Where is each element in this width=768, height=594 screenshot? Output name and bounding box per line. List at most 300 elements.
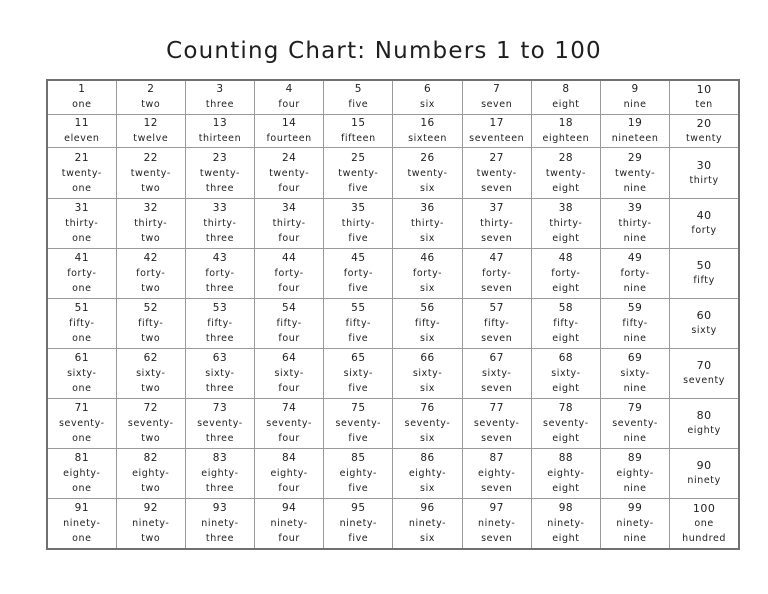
number-cell [185, 248, 254, 298]
cell-number: 58 [558, 301, 574, 314]
chart-row [47, 248, 739, 298]
cell-word: one [694, 517, 714, 529]
number-cell [462, 198, 531, 248]
cell-word: nine [623, 182, 647, 194]
number-cell [670, 398, 739, 448]
number-cell [116, 80, 185, 114]
cell-word: seventy- [197, 417, 243, 429]
cell-number: 77 [489, 401, 504, 414]
cell-number: 49 [627, 251, 643, 264]
cell-number: 98 [558, 501, 574, 514]
number-cell [670, 198, 739, 248]
cell-word: one [72, 99, 92, 111]
number-cell [462, 298, 531, 348]
number-cell [393, 114, 462, 148]
cell-number: 5 [354, 83, 362, 96]
cell-number: 20 [696, 117, 712, 131]
number-cell [531, 198, 600, 248]
number-cell [47, 298, 116, 348]
cell-number: 43 [212, 251, 228, 264]
cell-word: forty- [551, 267, 581, 279]
cell-word: five [348, 482, 369, 494]
cell-word: nineteen [611, 133, 659, 145]
cell-word: fifty- [484, 317, 510, 329]
cell-number: 13 [212, 117, 228, 130]
cell-number: 42 [143, 251, 158, 264]
cell-word: five [348, 282, 369, 294]
cell-word: nine [623, 232, 647, 244]
number-cell [324, 114, 393, 148]
cell-word: two [141, 332, 161, 344]
cell-number: 26 [420, 151, 435, 164]
cell-word: four [278, 532, 300, 544]
cell-word: eighteen [542, 133, 590, 145]
cell-number: 9 [631, 83, 639, 96]
cell-number: 2 [147, 83, 155, 96]
cell-number: 24 [281, 151, 297, 164]
cell-number: 75 [351, 401, 366, 414]
cell-word: eight [552, 432, 580, 444]
cell-word: seventeen [469, 133, 525, 145]
number-cell [324, 198, 393, 248]
number-cell [531, 398, 600, 448]
cell-number: 29 [627, 151, 643, 164]
cell-number: 33 [212, 201, 228, 214]
cell-word: sixty- [482, 367, 512, 379]
cell-word: one [72, 232, 92, 244]
cell-word: fifty- [345, 317, 372, 329]
number-cell [531, 448, 600, 498]
cell-word: twelve [133, 133, 169, 145]
cell-word: three [205, 432, 235, 444]
page-title: Counting Chart: Numbers 1 to 100 [166, 38, 602, 64]
cell-word: nine [623, 482, 647, 494]
number-cell [393, 80, 462, 114]
cell-word: four [278, 482, 300, 494]
cell-word: fifty- [207, 317, 233, 329]
cell-word: two [141, 532, 161, 544]
cell-word: six [420, 182, 436, 194]
counting-chart-body [47, 80, 739, 549]
cell-number: 90 [696, 459, 712, 473]
cell-number: 72 [143, 401, 158, 414]
cell-number: 45 [351, 251, 366, 264]
number-cell [185, 348, 254, 398]
cell-number: 87 [489, 451, 504, 464]
cell-word: nine [623, 99, 647, 111]
cell-word: nine [623, 282, 647, 294]
cell-number: 34 [281, 201, 297, 214]
cell-word: one [72, 332, 92, 344]
cell-word: four [278, 182, 300, 194]
cell-word: six [420, 282, 436, 294]
cell-word: fifty- [553, 317, 579, 329]
number-cell [47, 248, 116, 298]
cell-word: forty [691, 225, 717, 237]
cell-word: eighty- [339, 467, 378, 479]
cell-number: 55 [351, 301, 366, 314]
cell-word: fifty- [276, 317, 302, 329]
cell-number: 57 [489, 301, 504, 314]
number-cell [601, 348, 670, 398]
cell-word: fifty- [414, 317, 441, 329]
cell-number: 66 [420, 351, 435, 364]
cell-word: five [348, 332, 369, 344]
number-cell [393, 198, 462, 248]
cell-word: twenty- [61, 167, 102, 179]
cell-word: six [420, 99, 436, 111]
cell-word: seventy- [58, 417, 105, 429]
cell-word: seven [481, 382, 513, 394]
cell-word: nine [623, 432, 647, 444]
cell-word: thirty- [65, 217, 99, 229]
number-cell [185, 298, 254, 348]
cell-number: 59 [627, 301, 643, 314]
cell-word: twenty- [130, 167, 171, 179]
cell-number: 78 [558, 401, 574, 414]
number-cell [531, 498, 600, 549]
cell-word: thirty- [480, 217, 514, 229]
cell-word: ninety- [270, 517, 308, 529]
cell-number: 52 [143, 301, 158, 314]
number-cell [670, 498, 739, 549]
cell-number: 64 [281, 351, 297, 364]
number-cell [462, 398, 531, 448]
number-cell [116, 498, 185, 549]
cell-number: 28 [558, 151, 574, 164]
number-cell [393, 298, 462, 348]
cell-number: 89 [627, 451, 643, 464]
cell-word: eighty- [478, 467, 516, 479]
number-cell [255, 80, 324, 114]
cell-word: two [141, 99, 161, 111]
cell-word: seventy- [266, 417, 312, 429]
cell-word: five [348, 382, 369, 394]
cell-number: 41 [74, 251, 90, 264]
cell-word: sixty- [620, 367, 650, 379]
cell-word: one [72, 532, 92, 544]
number-cell [47, 498, 116, 549]
cell-word: seventy- [335, 417, 382, 429]
cell-number: 30 [696, 159, 712, 172]
number-cell [393, 148, 462, 198]
cell-word: eight [552, 482, 580, 494]
number-cell [47, 448, 116, 498]
number-cell [670, 448, 739, 498]
cell-word: seventy- [473, 417, 520, 429]
cell-word: seven [481, 282, 513, 294]
cell-number: 79 [627, 401, 643, 414]
cell-word: two [141, 382, 161, 394]
cell-word: seventy- [127, 417, 174, 429]
cell-word: ninety- [547, 517, 585, 529]
number-cell [601, 498, 670, 549]
cell-number: 15 [351, 117, 366, 130]
cell-word: four [278, 282, 300, 294]
cell-word: twenty [685, 133, 723, 145]
number-cell [393, 348, 462, 398]
cell-number: 70 [696, 359, 712, 373]
cell-number: 80 [696, 409, 712, 423]
cell-word: thirty- [203, 217, 237, 229]
number-cell [47, 198, 116, 248]
cell-number: 92 [143, 501, 158, 514]
cell-word: nine [623, 532, 647, 544]
number-cell [324, 398, 393, 448]
cell-word: eighty- [408, 467, 447, 479]
cell-number: 93 [212, 501, 228, 514]
number-cell [116, 448, 185, 498]
number-cell [185, 198, 254, 248]
cell-word: three [205, 532, 235, 544]
cell-word: ten [695, 99, 713, 111]
number-cell [255, 298, 324, 348]
cell-number: 10 [696, 83, 712, 97]
cell-word: one [72, 282, 92, 294]
cell-word: three [205, 332, 235, 344]
number-cell [324, 80, 393, 114]
cell-number: 65 [351, 351, 366, 364]
cell-word: twenty- [545, 167, 586, 179]
cell-number: 60 [696, 309, 712, 323]
number-cell [255, 114, 324, 148]
number-cell [670, 114, 739, 148]
number-cell [670, 298, 739, 348]
cell-number: 99 [627, 501, 643, 514]
cell-number: 38 [558, 201, 574, 214]
number-cell [670, 248, 739, 298]
cell-word: eighty- [616, 467, 654, 479]
cell-word: fifty- [69, 317, 95, 329]
number-cell [601, 248, 670, 298]
cell-word: seven [481, 232, 513, 244]
cell-word: eight [552, 182, 580, 194]
cell-word: six [420, 332, 436, 344]
cell-word: eight [552, 232, 580, 244]
cell-number: 47 [489, 251, 504, 264]
cell-word: ninety- [201, 517, 239, 529]
cell-word: forty- [136, 267, 166, 279]
cell-word: seven [481, 432, 513, 444]
cell-word: six [420, 232, 436, 244]
cell-word: five [348, 432, 369, 444]
cell-number: 86 [420, 451, 435, 464]
cell-word: five [348, 232, 369, 244]
number-cell [116, 148, 185, 198]
cell-word: forty- [274, 267, 304, 279]
number-cell [462, 114, 531, 148]
cell-word: three [205, 382, 235, 394]
cell-word: hundred [682, 532, 727, 544]
number-cell [601, 148, 670, 198]
number-cell [393, 448, 462, 498]
cell-word: three [205, 482, 235, 494]
cell-word: seventy- [543, 417, 589, 429]
cell-word: ninety- [408, 517, 447, 529]
number-cell [462, 348, 531, 398]
cell-word: thirteen [198, 133, 242, 145]
cell-word: twenty- [269, 167, 310, 179]
cell-word: five [348, 532, 369, 544]
number-cell [185, 80, 254, 114]
cell-word: five [348, 99, 369, 111]
number-cell [601, 448, 670, 498]
cell-number: 96 [420, 501, 435, 514]
number-cell [116, 298, 185, 348]
cell-number: 7 [493, 83, 501, 96]
number-cell [324, 248, 393, 298]
cell-word: one [72, 482, 92, 494]
number-cell [255, 148, 324, 198]
cell-number: 63 [212, 351, 228, 364]
cell-number: 31 [74, 201, 90, 214]
number-cell [324, 348, 393, 398]
chart-row [47, 398, 739, 448]
number-cell [47, 348, 116, 398]
cell-number: 36 [420, 201, 435, 214]
number-cell [462, 448, 531, 498]
cell-word: seven [481, 332, 513, 344]
cell-word: eleven [64, 133, 100, 145]
cell-number: 69 [627, 351, 643, 364]
number-cell [531, 148, 600, 198]
cell-word: eighty [687, 425, 721, 437]
number-cell [116, 398, 185, 448]
number-cell [47, 398, 116, 448]
cell-word: two [141, 482, 161, 494]
cell-word: ninety [687, 475, 721, 487]
number-cell [670, 80, 739, 114]
cell-word: sixty- [343, 367, 374, 379]
cell-number: 88 [558, 451, 574, 464]
number-cell [47, 148, 116, 198]
number-cell [324, 448, 393, 498]
cell-number: 82 [143, 451, 158, 464]
cell-word: eighty- [132, 467, 170, 479]
cell-word: twenty- [476, 167, 517, 179]
cell-word: six [420, 432, 436, 444]
cell-word: twenty- [407, 167, 448, 179]
cell-word: eighty- [63, 467, 101, 479]
chart-row [47, 114, 739, 148]
cell-word: twenty- [615, 167, 656, 179]
cell-word: fifty- [622, 317, 648, 329]
cell-number: 100 [692, 501, 716, 515]
cell-number: 21 [74, 151, 90, 164]
cell-word: sixty- [412, 367, 443, 379]
cell-word: one [72, 432, 92, 444]
cell-word: sixty- [205, 367, 235, 379]
cell-number: 32 [143, 201, 158, 214]
number-cell [670, 148, 739, 198]
cell-word: seven [481, 482, 513, 494]
cell-word: twenty- [199, 167, 241, 179]
cell-word: sixteen [408, 133, 447, 145]
number-cell [255, 348, 324, 398]
cell-number: 14 [281, 117, 297, 130]
number-cell [393, 248, 462, 298]
cell-number: 74 [281, 401, 297, 414]
cell-word: sixty- [274, 367, 304, 379]
number-cell [462, 248, 531, 298]
cell-word: eight [552, 532, 580, 544]
cell-number: 85 [351, 451, 366, 464]
cell-word: three [205, 282, 235, 294]
cell-word: sixty- [136, 367, 166, 379]
number-cell [255, 248, 324, 298]
cell-number: 51 [74, 301, 90, 314]
cell-word: six [420, 382, 436, 394]
cell-word: seven [481, 99, 513, 111]
cell-number: 97 [489, 501, 504, 514]
number-cell [255, 198, 324, 248]
cell-word: nine [623, 382, 647, 394]
cell-word: four [278, 99, 300, 111]
cell-word: thirty [689, 175, 719, 186]
cell-word: four [278, 382, 300, 394]
cell-number: 44 [281, 251, 297, 264]
number-cell [255, 448, 324, 498]
cell-word: sixty- [67, 367, 97, 379]
number-cell [116, 348, 185, 398]
cell-number: 39 [627, 201, 643, 214]
cell-word: seven [481, 182, 513, 194]
cell-number: 61 [74, 351, 90, 364]
cell-word: two [141, 432, 161, 444]
number-cell [601, 398, 670, 448]
cell-word: eighty- [270, 467, 308, 479]
cell-word: thirty- [549, 217, 583, 229]
cell-word: thirty- [341, 217, 375, 229]
chart-row [47, 498, 739, 549]
number-cell [462, 148, 531, 198]
chart-row [47, 348, 739, 398]
chart-row [47, 80, 739, 114]
number-cell [393, 498, 462, 549]
cell-number: 23 [212, 151, 228, 164]
number-cell [601, 114, 670, 148]
number-cell [116, 198, 185, 248]
cell-number: 53 [212, 301, 228, 314]
number-cell [601, 198, 670, 248]
cell-number: 81 [74, 451, 90, 464]
cell-number: 22 [143, 151, 158, 164]
cell-number: 40 [696, 209, 712, 223]
cell-word: thirty- [410, 217, 445, 229]
cell-number: 8 [562, 83, 570, 96]
cell-number: 56 [420, 301, 435, 314]
chart-row [47, 448, 739, 498]
cell-number: 18 [558, 117, 574, 130]
cell-number: 4 [285, 83, 293, 96]
cell-word: four [278, 232, 300, 244]
cell-word: two [141, 282, 161, 294]
cell-word: forty- [343, 267, 373, 279]
cell-word: seventy [683, 375, 726, 387]
cell-word: three [205, 232, 235, 244]
number-cell [393, 398, 462, 448]
cell-word: four [278, 332, 300, 344]
cell-word: forty- [412, 267, 443, 279]
cell-number: 54 [281, 301, 297, 314]
number-cell [670, 348, 739, 398]
cell-word: thirty- [272, 217, 306, 229]
cell-number: 19 [627, 117, 643, 130]
cell-number: 25 [351, 151, 366, 164]
cell-word: twenty- [338, 167, 379, 179]
number-cell [255, 498, 324, 549]
cell-word: forty- [205, 267, 235, 279]
